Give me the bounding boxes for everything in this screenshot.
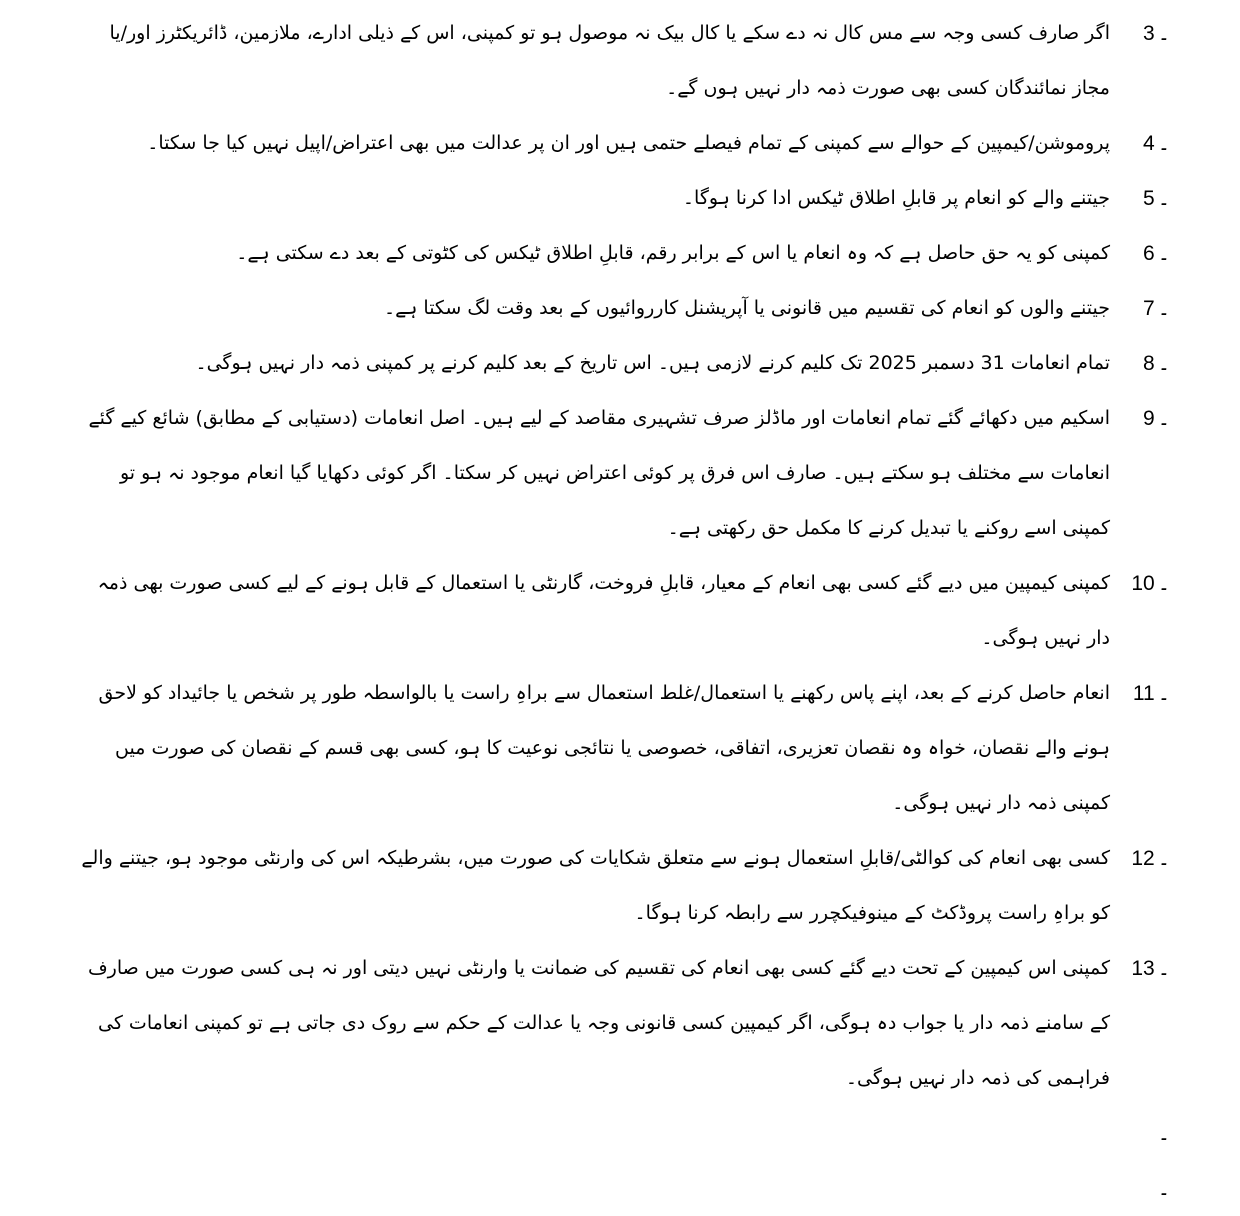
term-number: 6 ۔	[1143, 241, 1170, 265]
term-number: 8 ۔	[1143, 351, 1170, 375]
term-number: 7 ۔	[1143, 296, 1170, 320]
term-item	[80, 336, 1170, 391]
term-item	[80, 171, 1170, 226]
term-item	[80, 1161, 1170, 1216]
terms-list	[80, 6, 1170, 1216]
term-number: 10 ۔	[1131, 571, 1170, 595]
term-item	[80, 391, 1170, 556]
term-number: 9 ۔	[1143, 406, 1170, 430]
term-text: کمپنی کیمپین میں دیے گئے کسی بھی انعام کے معیار، قابلِ فروخت، گارنٹی یا استعمال کے قابل ہونے کے لیے کسی صورت بھی ذمہ دار نہیں ہوگی۔	[97, 572, 1110, 649]
term-item	[80, 831, 1170, 941]
term-number: 13 ۔	[1131, 956, 1170, 980]
term-item	[80, 666, 1170, 831]
term-number: ۔	[1157, 1121, 1170, 1145]
term-text: کمپنی اس کیمپین کے تحت دیے گئے کسی بھی انعام کی تقسیم کی ضمانت یا وارنٹی نہیں دیتی اور نہ ہی کسی صورت میں صارف کے سامنے ذمہ دار یا جواب دہ ہوگی، اگر کیمپین کسی قانونی وجہ یا عدالت کے حکم سے روک دی جاتی ہے تو کمپنی انعامات کی فراہمی کی ذمہ دار نہیں ہوگی۔	[87, 957, 1110, 1089]
term-item	[80, 226, 1170, 281]
term-item	[80, 116, 1170, 171]
term-item	[80, 556, 1170, 666]
term-text: اسکیم میں دکھائے گئے تمام انعامات اور ماڈلز صرف تشہیری مقاصد کے لیے ہیں۔ اصل انعامات (دستیابی کے مطابق) شائع کیے گئے انعامات سے مختلف ہو سکتے ہیں۔ صارف اس فرق پر کوئی اعتراض نہیں کر سکتا۔ اگر کوئی دکھایا گیا انعام موجود نہ ہو تو کمپنی اسے روکنے یا تبدیل کرنے کا مکمل حق رکھتی ہے۔	[88, 407, 1110, 539]
term-text: جیتنے والوں کو انعام کی تقسیم میں قانونی یا آپریشنل کارروائیوں کے بعد وقت لگ سکتا ہے۔	[383, 297, 1110, 319]
term-item	[80, 941, 1170, 1106]
term-number: 11 ۔	[1132, 681, 1170, 705]
term-text: اگر صارف کسی وجہ سے مس کال نہ دے سکے یا کال بیک نہ موصول ہو تو کمپنی، اس کے ذیلی ادارے، ملازمین، ڈائریکٹرز اور/یا مجاز نمائندگان کسی بھی صورت ذمہ دار نہیں ہوں گے۔	[109, 22, 1110, 99]
term-number: ۔	[1157, 1176, 1170, 1200]
term-number: 4 ۔	[1143, 131, 1170, 155]
term-text: تمام انعامات 31 دسمبر 2025 تک کلیم کرنے لازمی ہیں۔ اس تاریخ کے بعد کلیم کرنے پر کمپنی ذمہ دار نہیں ہوگی۔	[195, 352, 1110, 374]
term-number: 3 ۔	[1143, 21, 1170, 45]
term-number: 5 ۔	[1143, 186, 1170, 210]
term-text: کسی بھی انعام کی کوالٹی/قابلِ استعمال ہونے سے متعلق شکایات کی صورت میں، بشرطیکہ اس کی وارنٹی موجود ہو، جیتنے والے کو براہِ راست پروڈکٹ کے مینوفیکچرر سے رابطہ کرنا ہوگا۔	[81, 847, 1110, 924]
term-text: جیتنے والے کو انعام پر قابلِ اطلاق ٹیکس ادا کرنا ہوگا۔	[682, 187, 1110, 209]
term-number: 12 ۔	[1131, 846, 1170, 870]
term-item	[80, 6, 1170, 116]
term-text: انعام حاصل کرنے کے بعد، اپنے پاس رکھنے یا استعمال/غلط استعمال سے براہِ راست یا بالواسطہ طور پر شخص یا جائیداد کو لاحق ہونے والے نقصان، خواہ وہ نقصان تعزیری، اتفاقی، خصوصی یا نتائجی نوعیت کا ہو، کسی بھی قسم کے نقصان کی صورت میں کمپنی ذمہ دار نہیں ہوگی۔	[98, 682, 1110, 814]
term-item	[80, 281, 1170, 336]
term-text: پروموشن/کیمپین کے حوالے سے کمپنی کے تمام فیصلے حتمی ہیں اور ان پر عدالت میں بھی اعتراض/اپیل نہیں کیا جا سکتا۔	[147, 132, 1110, 154]
term-item	[80, 1106, 1170, 1161]
term-text: کمپنی کو یہ حق حاصل ہے کہ وہ انعام یا اس کے برابر رقم، قابلِ اطلاق ٹیکس کی کٹوتی کے بعد دے سکتی ہے۔	[236, 242, 1110, 264]
